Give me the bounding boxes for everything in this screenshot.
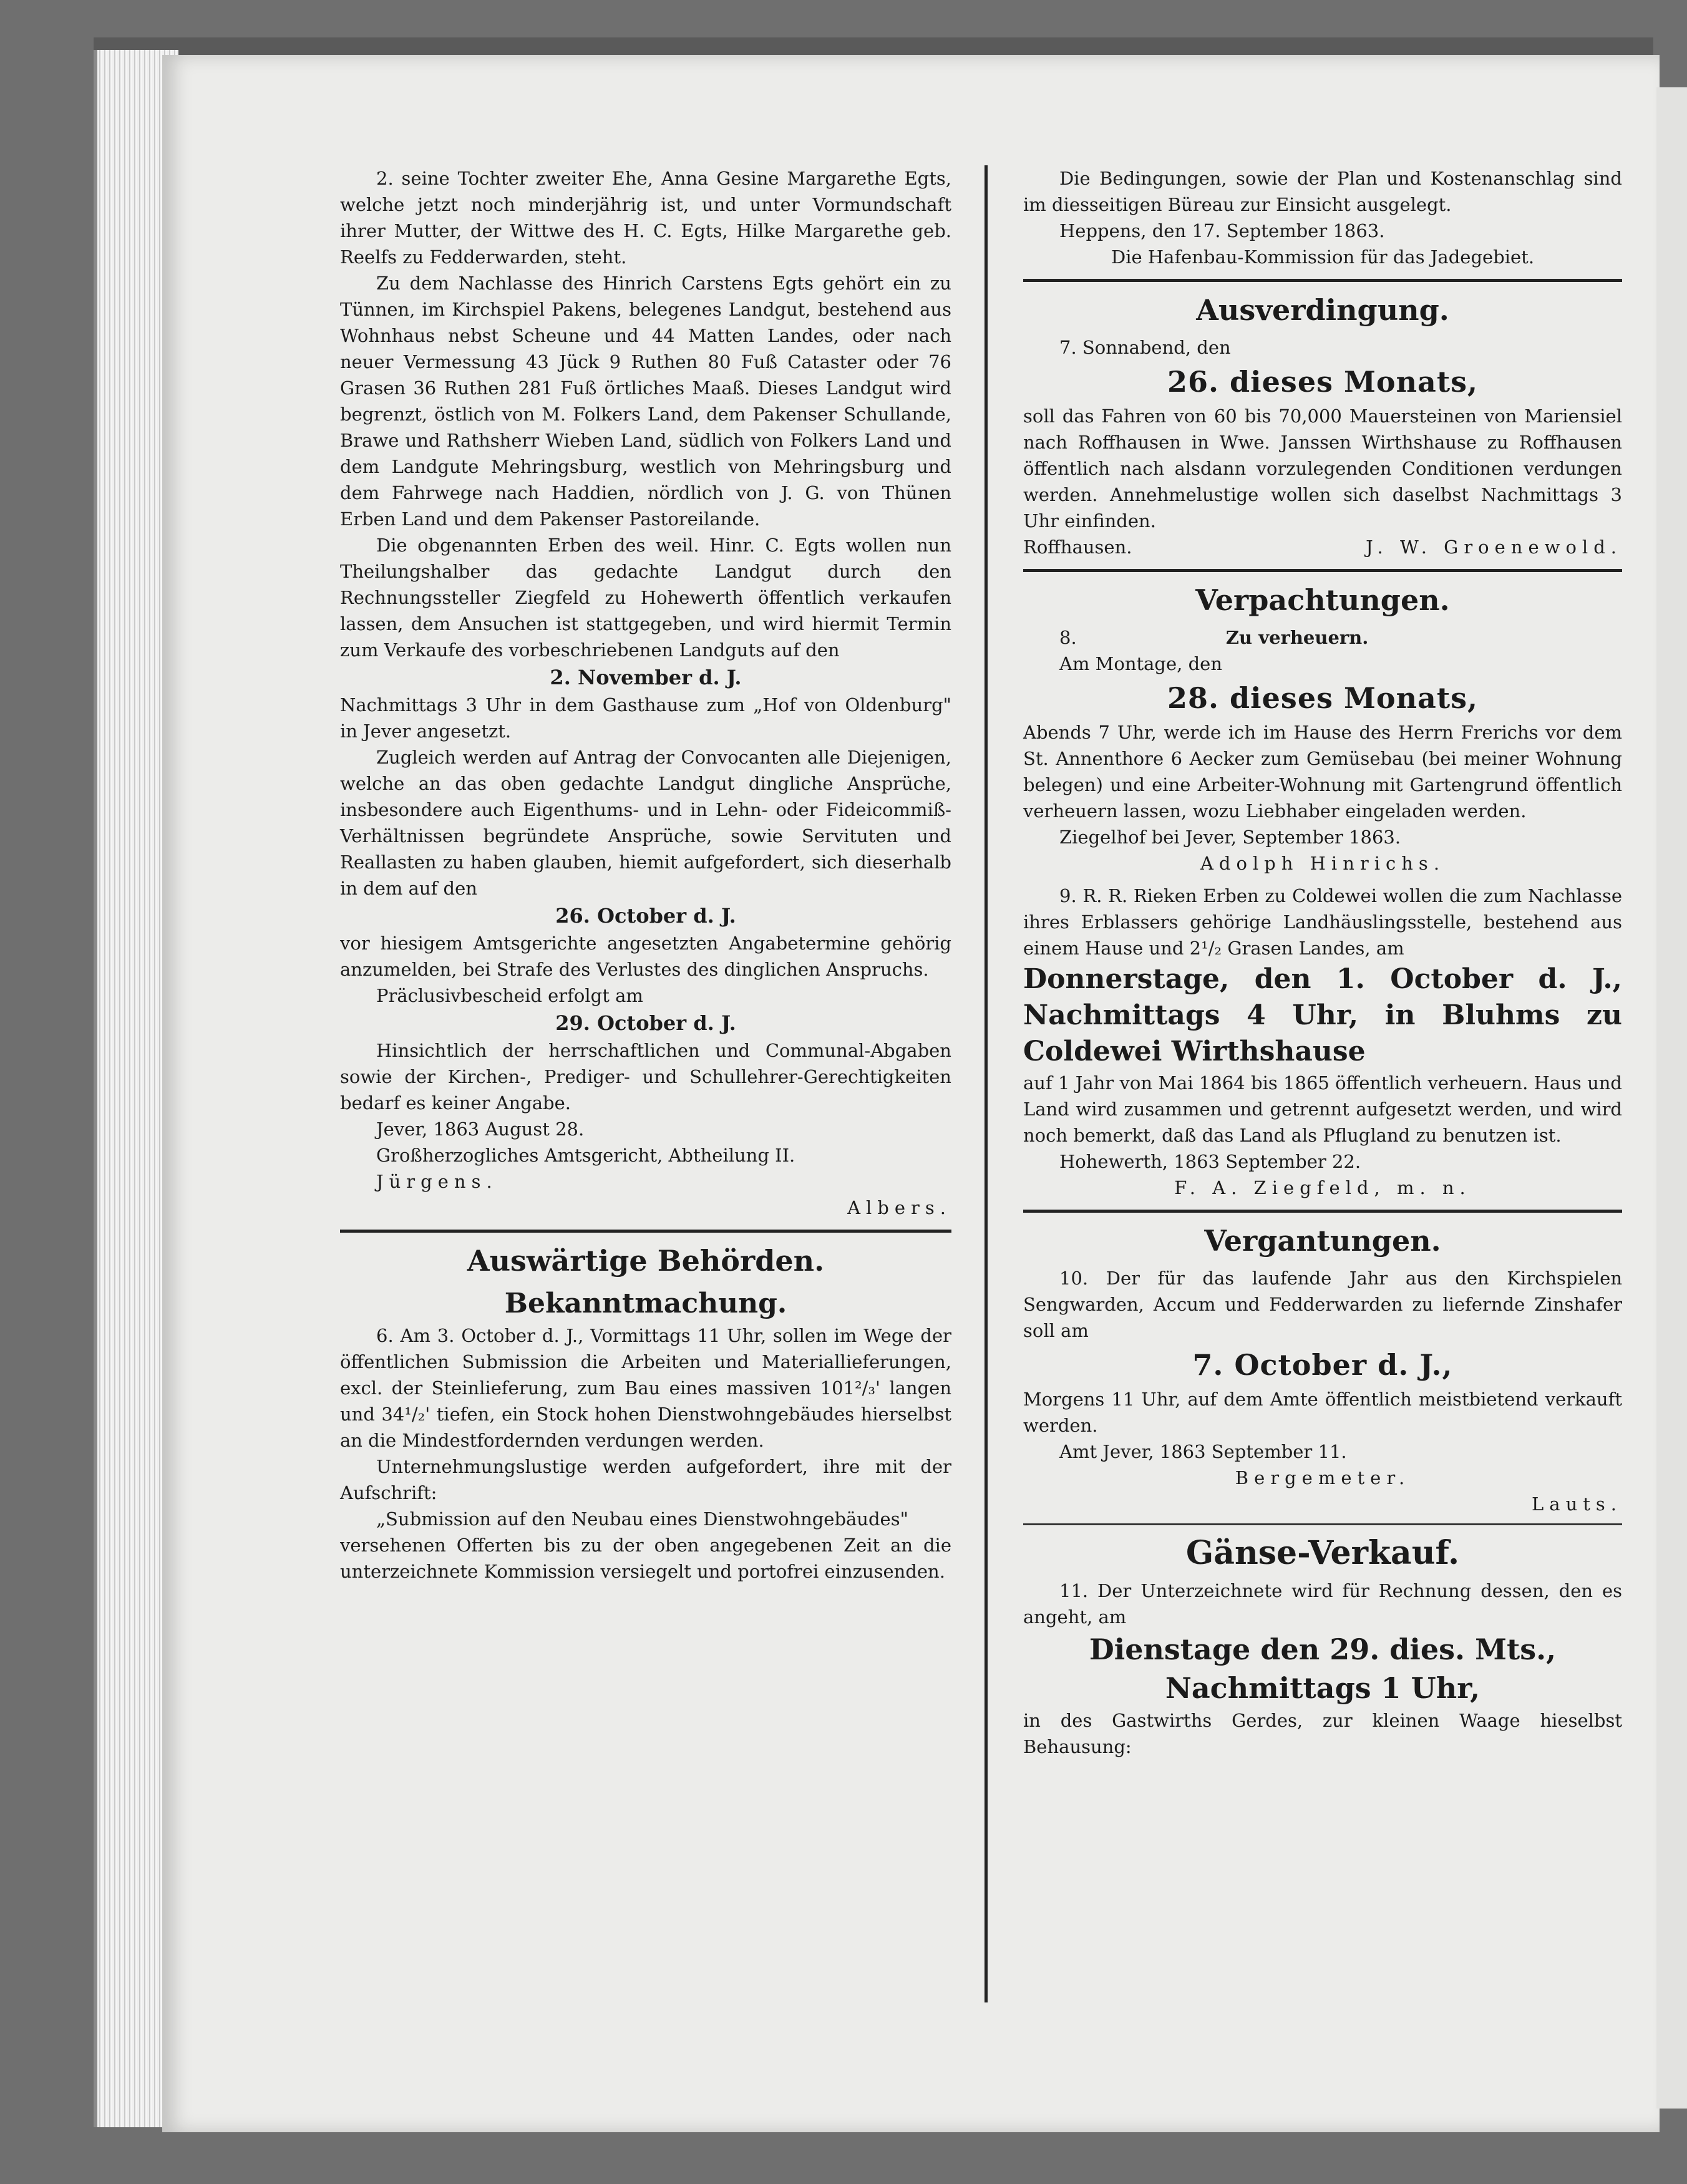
signature: Jürgens. <box>376 1171 498 1192</box>
signature: Albers. <box>847 1197 951 1218</box>
signature: J. W. Groenewold. <box>1366 536 1622 558</box>
section-rule <box>340 1230 951 1233</box>
item-title: Zu verheuern. <box>1225 627 1369 648</box>
date-line: 26. dieses Monats, <box>1167 365 1479 399</box>
date-line: Dienstage den 29. dies. Mts., <box>1089 1633 1557 1666</box>
paragraph: 7. Sonnabend, den <box>1059 337 1231 358</box>
authority-line: Großherzogliches Amtsgericht, Abtheilung II. <box>376 1145 795 1166</box>
paragraph: Morgens 11 Uhr, auf dem Amte öffentlich meistbietend verkauft werden. <box>1023 1389 1622 1436</box>
paragraph: versehenen Offerten bis zu der oben angegebenen Zeit an die unterzeichnete Kommission versiegelt und portofrei einzusenden. <box>340 1535 951 1582</box>
signature: Lauts. <box>1532 1493 1622 1515</box>
left-column <box>340 165 951 1585</box>
paragraph: Die Bedingungen, sowie der Plan und Kostenanschlag sind im diesseitigen Büreau zur Einsicht ausgelegt. <box>1023 168 1622 215</box>
section-title: Verpachtungen. <box>1195 583 1450 617</box>
place: Roffhausen. <box>1023 536 1132 558</box>
paragraph: soll das Fahren von 60 bis 70,000 Mauersteinen von Mariensiel nach Roffhausen in Wwe. Janssen Wirthshause zu Roffhausen öffentlich nach alsdann vorzulegenden Conditionen verdungen werden. Annehmelustige wollen sich daselbst Nachmittags 3 Uhr einfinden. <box>1023 405 1622 531</box>
section-title: Gänse-Verkauf. <box>1185 1534 1460 1572</box>
place-date: Amt Jever, 1863 September 11. <box>1059 1441 1347 1462</box>
authority-line: Die Hafenbau-Kommission für das Jadegebiet. <box>1111 246 1535 268</box>
quoted-inscription: „Submission auf den Neubau eines Dienstwohngebäudes" <box>376 1508 908 1530</box>
time-line: Nachmittags 1 Uhr, <box>1165 1671 1480 1705</box>
date-line: 7. October d. J., <box>1192 1348 1453 1382</box>
paragraph: 6. Am 3. October d. J., Vormittags 11 Uhr, sollen im Wege der öffentlichen Submission die Arbeiten und Materiallieferungen, excl. der Steinlieferung, zum Bau eines massiven 101²/₃' langen und 34¹/₂' tiefen, ein Stock hohen Dienstwohngebäudes hierselbst an die Mindestfordernden verdungen werden. <box>340 1325 951 1451</box>
column-divider <box>984 165 988 2002</box>
paragraph: Präclusivbescheid erfolgt am <box>376 985 643 1006</box>
date-line: 26. October d. J. <box>555 904 736 928</box>
paragraph: 2. seine Tochter zweiter Ehe, Anna Gesine Margarethe Egts, welche jetzt noch minderjährig ist, und unter Vormundschaft ihrer Mutter, der Wittwe des H. C. Egts, Hilke Margarethe geb. Reelfs zu Fedderwarden, steht. <box>340 168 951 268</box>
date-line: 28. dieses Monats, <box>1167 681 1479 715</box>
section-title: Ausverdingung. <box>1196 293 1449 327</box>
right-column <box>1023 165 1622 1760</box>
place-date: Jever, 1863 August 28. <box>376 1119 585 1140</box>
section-rule <box>1023 1523 1622 1525</box>
section-title: Auswärtige Behörden. <box>467 1244 825 1278</box>
item-header <box>1023 624 1622 651</box>
item-number: 8. <box>1059 627 1077 648</box>
signature: Adolph Hinrichs. <box>1200 853 1446 874</box>
paragraph: 11. Der Unterzeichnete wird für Rechnung dessen, den es angeht, am <box>1023 1580 1622 1628</box>
section-rule <box>1023 279 1622 282</box>
place-date: Hohewerth, 1863 September 22. <box>1059 1151 1361 1172</box>
signature-line <box>1023 534 1622 560</box>
section-title: Vergantungen. <box>1204 1224 1441 1258</box>
paragraph: 9. R. R. Rieken Erben zu Coldewei wollen die zum Nachlasse ihres Erblassers gehörige Landhäuslingsstelle, bestehend aus einem Hause und 2¹/₂ Grasen Landes, am <box>1023 885 1622 959</box>
date-line: Donnerstage, den 1. October d. J., Nachmittags 4 Uhr, in Bluhms zu Coldewei Wirthshause <box>1023 963 1622 1067</box>
place-date: Heppens, den 17. September 1863. <box>1059 220 1385 241</box>
paragraph: Hinsichtlich der herrschaftlichen und Communal-Abgaben sowie der Kirchen-, Prediger- und Schullehrer-Gerechtigkeiten bedarf es keiner Angabe. <box>340 1040 951 1114</box>
section-rule <box>1023 569 1622 572</box>
date-line: 2. November d. J. <box>550 666 742 689</box>
paragraph: Unternehmungslustige werden aufgefordert, ihre mit der Aufschrift: <box>340 1456 951 1503</box>
place-date: Ziegelhof bei Jever, September 1863. <box>1059 827 1401 848</box>
paragraph: Am Montage, den <box>1059 653 1222 674</box>
paragraph: Zu dem Nachlasse des Hinrich Carstens Egts gehört ein zu Tünnen, im Kirchspiel Pakens, belegenes Landgut, bestehend aus Wohnhaus nebst Scheune und 44 Matten Landes, oder nach neuer Vermessung 43 Jück 9 Ruthen 80 Fuß Cataster oder 76 Grasen 36 Ruthen 281 Fuß örtliches Maaß. Dieses Landgut wird begrenzt, östlich von M. Folkers Land, dem Pakenser Schullande, Brawe und Rathsherr Wieben Land, südlich von Folkers Land und dem Landgute Mehringsburg, westlich von Mehringsburg und dem Fahrwege nach Haddien, nördlich von J. G. von Thünen Erben Land und dem Pakenser Pastoreilande. <box>340 273 951 530</box>
paragraph: Die obgenannten Erben des weil. Hinr. C. Egts wollen nun Theilungshalber das gedachte Landgut durch den Rechnungssteller Ziegfeld zu Hohewerth öffentlich verkaufen lassen, dem Ansuchen ist stattgegeben, und wird hiermit Termin zum Verkaufe des vorbeschriebenen Landguts auf den <box>340 535 951 661</box>
paragraph: vor hiesigem Amtsgerichte angesetzten Angabetermine gehörig anzumelden, bei Strafe des Verlustes des dinglichen Anspruchs. <box>340 933 951 980</box>
signature: Bergemeter. <box>1235 1467 1411 1488</box>
date-line: 29. October d. J. <box>555 1011 736 1035</box>
paragraph: Zugleich werden auf Antrag der Convocanten alle Diejenigen, welche an das oben gedachte Landgut dingliche Ansprüche, insbesondere auch Eigenthums- und in Lehn- oder Fideicommiß-Verhältnissen begründete Ansprüche, sowie Servituten und Reallasten zu haben glauben, hiemit aufgefordert, sich dieserhalb in dem auf den <box>340 747 951 899</box>
next-page-edge <box>1656 87 1687 2109</box>
paragraph: Nachmittags 3 Uhr in dem Gasthause zum „Hof von Oldenburg" in Jever angesetzt. <box>340 694 951 742</box>
paragraph: auf 1 Jahr von Mai 1864 bis 1865 öffentlich verheuern. Haus und Land wird zusammen und getrennt aufgesetzt werden, und wird noch bemerkt, daß das Land als Pflugland zu benutzen ist. <box>1023 1072 1622 1146</box>
paragraph: Abends 7 Uhr, werde ich im Hause des Herrn Frerichs vor dem St. Annenthore 6 Aecker zum Gemüsebau (bei meiner Wohnung belegen) und eine Arbeiter-Wohnung mit Gartengrund öffentlich verheuern lassen, wozu Liebhaber eingeladen werden. <box>1023 722 1622 822</box>
section-rule <box>1023 1210 1622 1213</box>
paragraph: in des Gastwirths Gerdes, zur kleinen Waage hieselbst Behausung: <box>1023 1710 1622 1757</box>
paragraph: 10. Der für das laufende Jahr aus den Kirchspielen Sengwarden, Accum und Fedderwarden zu liefernde Zinshafer soll am <box>1023 1268 1622 1341</box>
signature: F. A. Ziegfeld, m. n. <box>1174 1177 1471 1198</box>
notice-title: Bekanntmachung. <box>504 1288 787 1319</box>
